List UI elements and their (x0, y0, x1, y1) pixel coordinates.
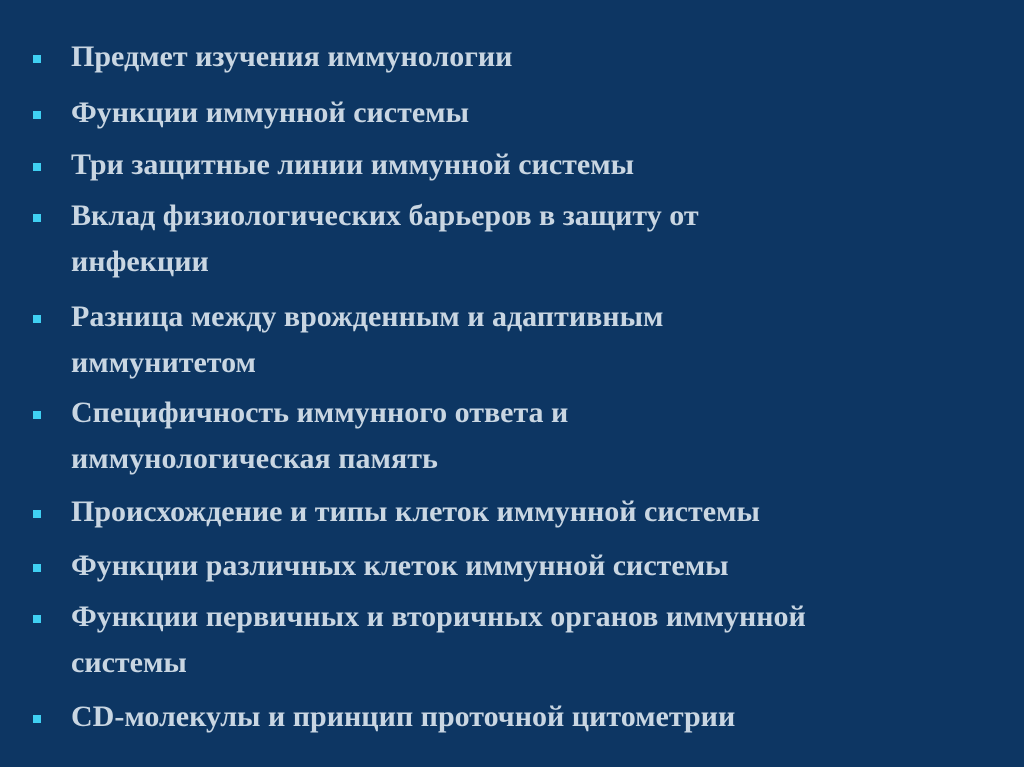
list-item-text: иммунитетом (71, 346, 256, 379)
square-bullet-icon (33, 510, 41, 518)
square-bullet-icon (33, 315, 41, 323)
list-item-text: Специфичность иммунного ответа и (71, 396, 569, 429)
square-bullet-icon (33, 55, 41, 63)
list-item-text: Вклад физиологических барьеров в защиту от (71, 199, 699, 232)
list-item-text: Функции иммунной системы (71, 96, 470, 129)
list-item-text: Три защитные линии иммунной системы (71, 148, 635, 181)
list-item-text: Функции первичных и вторичных органов иммунной (71, 600, 806, 633)
square-bullet-icon (33, 615, 41, 623)
square-bullet-icon (33, 411, 41, 419)
square-bullet-icon (33, 715, 41, 723)
list-item-text: Предмет изучения иммунологии (71, 40, 513, 73)
square-bullet-icon (33, 111, 41, 119)
list-item-text: Разница между врожденным и адаптивным (71, 300, 664, 333)
list-item-text: инфекции (71, 245, 209, 278)
list-item-text: Происхождение и типы клеток иммунной системы (71, 495, 760, 528)
list-item-text: CD-молекулы и принцип проточной цитометрии (71, 700, 736, 733)
square-bullet-icon (33, 214, 41, 222)
list-item-text: иммунологическая память (71, 442, 438, 475)
square-bullet-icon (33, 163, 41, 171)
list-item-text: системы (71, 646, 187, 679)
square-bullet-icon (33, 564, 41, 572)
list-item-text: Функции различных клеток иммунной системы (71, 549, 729, 582)
